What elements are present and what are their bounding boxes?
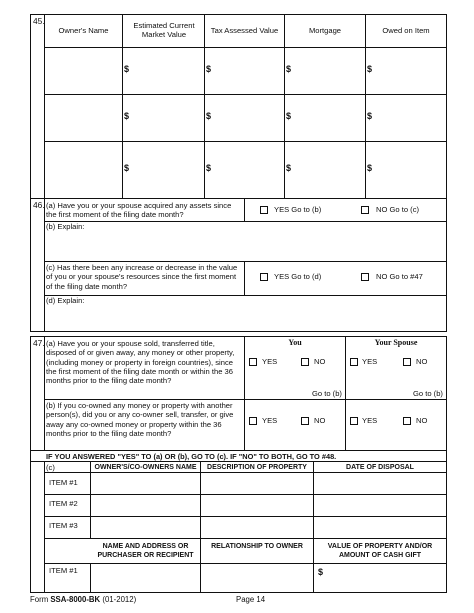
q47a-you-no-checkbox[interactable] — [301, 358, 309, 366]
q47c-label: (c) — [46, 463, 55, 472]
item-label: ITEM #1 — [49, 478, 78, 487]
yes-label: YES — [262, 357, 278, 366]
q46a-no-label: NO Go to (c) — [376, 205, 420, 214]
header-owners-coowners-name: OWNER'S/CO-OWNERS NAME — [94, 464, 197, 471]
q47a-you-yes-checkbox[interactable] — [249, 358, 257, 366]
q46b-explain-label: (b) Explain: — [46, 222, 85, 231]
yes-label: YES — [362, 416, 378, 425]
dollar-sign-owed[interactable]: $ — [367, 64, 373, 74]
header-relationship-to-owner: RELATIONSHIP TO OWNER — [211, 543, 303, 550]
q47b-text: (b) If you co-owned any money or property with another person(s), did you or any co-owner sell, transfer, or give away any co-owned money or property within the 36 months prior to the filing date month? — [46, 401, 234, 438]
no-label: NO — [314, 416, 326, 425]
item2-owner-field[interactable] — [91, 495, 200, 516]
header-purchaser-name-address: NAME AND ADDRESS OR PURCHASER OR RECIPIENT — [97, 543, 194, 559]
q46d-explain-label: (d) Explain: — [46, 296, 85, 305]
item1-relationship-field[interactable] — [201, 564, 313, 592]
dollar-sign-owed[interactable]: $ — [367, 111, 373, 121]
q47b-spouse-yes-checkbox[interactable] — [350, 417, 358, 425]
header-market-value: Estimated Current Market Value — [133, 21, 195, 40]
q46b-explain-field[interactable] — [46, 232, 444, 260]
header-description-of-property: DESCRIPTION OF PROPERTY — [207, 464, 307, 471]
question-number: 46. — [33, 200, 45, 210]
yes-label: YES — [262, 416, 278, 425]
q47a-spouse-goto: Go to (b) — [413, 389, 443, 398]
item-label: ITEM #3 — [49, 521, 78, 530]
q47-instruction: IF YOU ANSWERED "YES" TO (a) OR (b), GO TO (c). IF "NO" TO BOTH, GO TO #48. — [46, 452, 337, 461]
q46a-text: (a) Have you or your spouse acquired any assets since the first moment of the filing date month? — [46, 201, 232, 220]
dollar-sign-tax-assessed[interactable]: $ — [206, 111, 212, 121]
dollar-sign-market-value[interactable]: $ — [124, 111, 130, 121]
dollar-sign-tax-assessed[interactable]: $ — [206, 163, 212, 173]
column-you: You — [288, 338, 302, 347]
item3-owner-field[interactable] — [91, 517, 200, 538]
header-owners-name: Owner's Name — [58, 26, 109, 35]
item3-description-field[interactable] — [201, 517, 313, 538]
item2-date-field[interactable] — [314, 495, 446, 516]
dollar-sign-mortgage[interactable]: $ — [286, 111, 292, 121]
item-label: ITEM #1 — [49, 566, 78, 575]
dollar-sign-value[interactable]: $ — [318, 567, 324, 577]
item1-owner-field[interactable] — [91, 473, 200, 494]
header-mortgage: Mortgage — [308, 26, 342, 35]
question-number: 45. — [33, 16, 45, 26]
column-your-spouse: Your Spouse — [374, 338, 418, 347]
page-number: Page 14 — [236, 595, 266, 604]
dollar-sign-mortgage[interactable]: $ — [286, 64, 292, 74]
item2-description-field[interactable] — [201, 495, 313, 516]
q46d-explain-field[interactable] — [46, 306, 444, 330]
q47b-spouse-no-checkbox[interactable] — [403, 417, 411, 425]
q46c-no-label: NO Go to #47 — [376, 272, 423, 281]
no-label: NO — [416, 416, 428, 425]
question-number: 47. — [33, 338, 45, 348]
dollar-sign-tax-assessed[interactable]: $ — [206, 64, 212, 74]
header-owed-on-item: Owed on Item — [382, 26, 430, 35]
item3-date-field[interactable] — [314, 517, 446, 538]
dollar-sign-market-value[interactable]: $ — [124, 163, 130, 173]
q46a-yes-label: YES Go to (b) — [274, 205, 322, 214]
q47a-spouse-no-checkbox[interactable] — [403, 358, 411, 366]
q47a-text: (a) Have you or your spouse sold, transferred title, disposed of or given away, any money or other property, (including money or property in foreign countries), since the first moment of the filing date month or within the 36 months prior to the filing date month? — [46, 339, 235, 386]
owner-name-field[interactable] — [45, 48, 122, 94]
dollar-sign-market-value[interactable]: $ — [124, 64, 130, 74]
q46a-yes-checkbox[interactable] — [260, 206, 268, 214]
yes-label: YES — [362, 357, 378, 366]
header-value-of-property: VALUE OF PROPERTY AND/OR AMOUNT OF CASH GIFT — [327, 543, 433, 559]
form-prefix: Form — [30, 595, 51, 604]
owner-name-field[interactable] — [45, 95, 122, 141]
owner-name-field[interactable] — [45, 142, 122, 198]
q46c-yes-label: YES Go to (d) — [274, 272, 322, 281]
q46a-no-checkbox[interactable] — [361, 206, 369, 214]
header-tax-assessed: Tax Assessed Value — [210, 26, 279, 35]
q46c-text: (c) Has there been any increase or decrease in the value of you or your spouse's resources since the first moment of the filing date month? — [46, 263, 238, 291]
q47b-you-no-checkbox[interactable] — [301, 417, 309, 425]
dollar-sign-mortgage[interactable]: $ — [286, 163, 292, 173]
form-number: SSA-8000-BK — [50, 595, 101, 604]
no-label: NO — [416, 357, 428, 366]
item1-description-field[interactable] — [201, 473, 313, 494]
q46c-yes-checkbox[interactable] — [260, 273, 268, 281]
q46c-no-checkbox[interactable] — [361, 273, 369, 281]
q47b-you-yes-checkbox[interactable] — [249, 417, 257, 425]
no-label: NO — [314, 357, 326, 366]
q47a-you-goto: Go to (b) — [312, 389, 342, 398]
item1-date-field[interactable] — [314, 473, 446, 494]
item-label: ITEM #2 — [49, 499, 78, 508]
form-date: (01-2012) — [100, 595, 137, 604]
dollar-sign-owed[interactable]: $ — [367, 163, 373, 173]
q47a-spouse-yes-checkbox[interactable] — [350, 358, 358, 366]
header-date-of-disposal: DATE OF DISPOSAL — [346, 464, 414, 471]
form-id — [30, 595, 136, 604]
item1-purchaser-field[interactable] — [91, 564, 200, 592]
